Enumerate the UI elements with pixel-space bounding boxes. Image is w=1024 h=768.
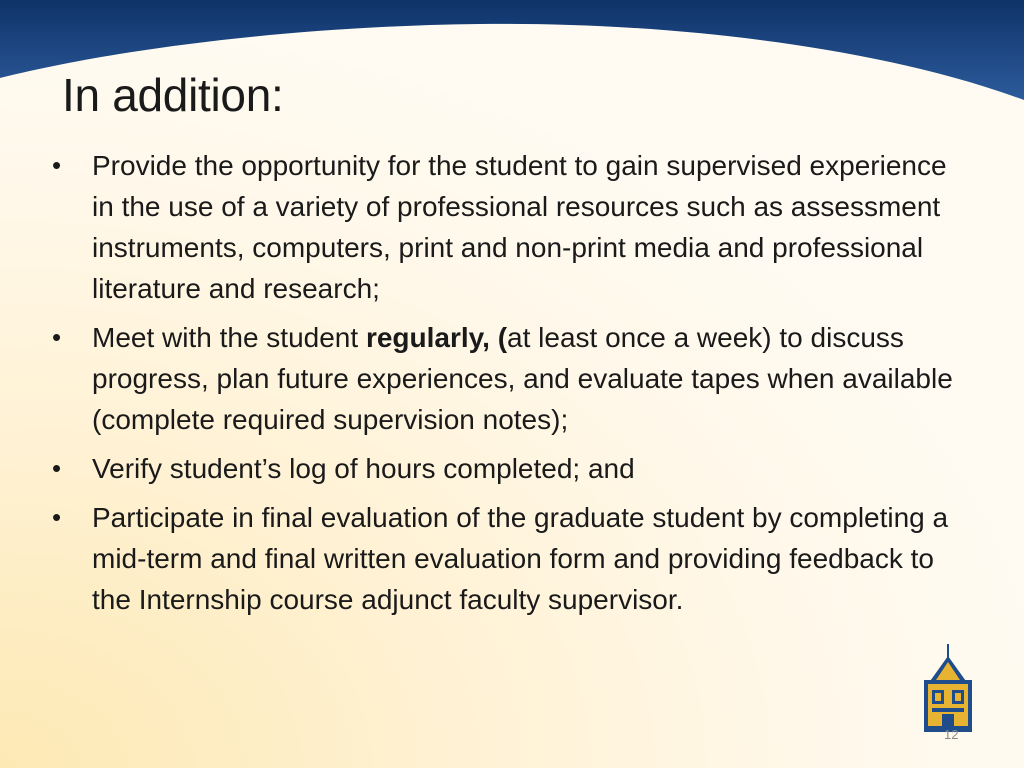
bullet-text: Verify student’s log of hours completed; and	[92, 453, 635, 484]
slide-title: In addition:	[62, 69, 284, 121]
bullet-dot-icon: •	[52, 150, 62, 180]
bullet-dot-icon: •	[52, 453, 62, 483]
bullet-text: Participate in final evaluation of the graduate student by completing a mid-term and final written evaluation form and providing feedback to the Internship course adjunct faculty supervisor.	[92, 502, 949, 615]
bullet-list	[50, 145, 960, 628]
university-tower-logo-icon	[916, 640, 980, 736]
bullet-item	[50, 448, 960, 489]
bullet-text: Provide the opportunity for the student to gain supervised experience in the use of a variety of professional resources such as assessment instruments, computers, print and non-print media and professional literature and research;	[92, 150, 947, 304]
bullet-item	[50, 317, 960, 440]
bullet-text-start: Meet with the student	[92, 322, 366, 353]
page-number: 12	[944, 727, 959, 742]
bullet-text-bold: regularly, (	[365, 322, 508, 353]
bullet-item	[50, 497, 960, 620]
bullet-item	[50, 145, 960, 309]
bullet-text-end: at least once a week) to discuss progress, plan future experiences, and evaluate tapes when available (complete required supervision notes);	[92, 322, 953, 435]
bullet-dot-icon: •	[52, 322, 62, 352]
bullet-dot-icon: •	[52, 502, 62, 532]
